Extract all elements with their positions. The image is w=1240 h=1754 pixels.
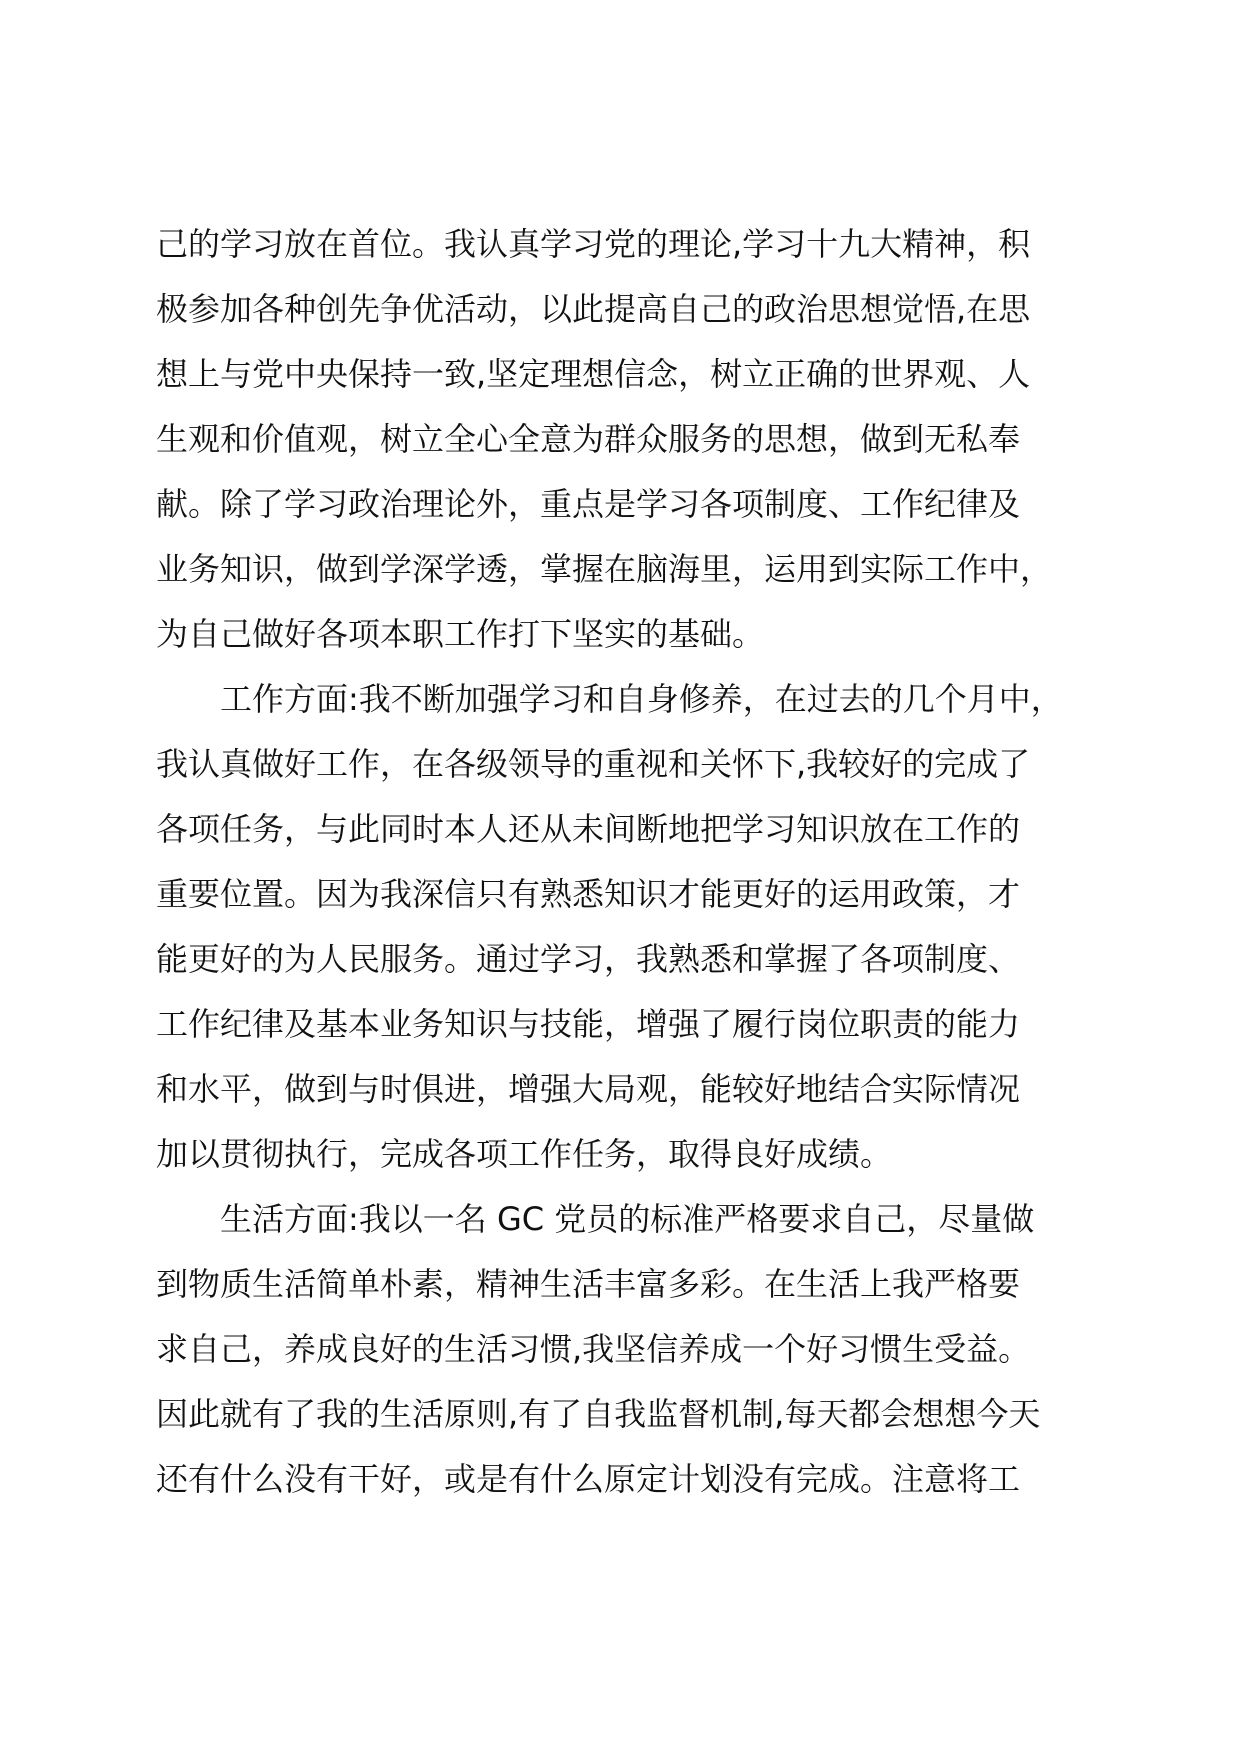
paragraph-life <box>156 1187 1122 1512</box>
text-line: 能更好的为人民服务。通过学习，我熟悉和掌握了各项制度、 <box>156 940 1021 978</box>
paragraph-work <box>156 667 1122 1187</box>
text-line: 业务知识，做到学深学透，掌握在脑海里，运用到实际工作中， <box>156 550 1053 588</box>
text-line: 想上与党中央保持一致,坚定理想信念，树立正确的世界观、人 <box>156 355 1031 393</box>
text-line: 因此就有了我的生活原则,有了自我监督机制,每天都会想想今天 <box>156 1395 1041 1433</box>
text-line: 献。除了学习政治理论外，重点是学习各项制度、工作纪律及 <box>156 485 1021 523</box>
paragraph-study <box>156 212 1122 667</box>
text-line: 到物质生活简单朴素，精神生活丰富多彩。在生活上我严格要 <box>156 1265 1021 1303</box>
text-line: 工作方面:我不断加强学习和自身修养，在过去的几个月中， <box>220 680 1063 718</box>
text-line: 生活方面:我以一名 GC 党员的标准严格要求自己，尽量做 <box>220 1200 1035 1238</box>
text-line: 极参加各种创先争优活动，以此提高自己的政治思想觉悟,在思 <box>156 290 1031 328</box>
text-line: 为自己做好各项本职工作打下坚实的基础。 <box>156 615 765 653</box>
text-line: 生观和价值观，树立全心全意为群众服务的思想，做到无私奉 <box>156 420 1021 458</box>
text-line: 还有什么没有干好，或是有什么原定计划没有完成。注意将工 <box>156 1460 1021 1498</box>
text-line: 工作纪律及基本业务知识与技能，增强了履行岗位职责的能力 <box>156 1005 1021 1043</box>
text-line: 求自己，养成良好的生活习惯,我坚信养成一个好习惯生受益。 <box>156 1330 1031 1368</box>
text-line: 重要位置。因为我深信只有熟悉知识才能更好的运用政策，才 <box>156 875 1021 913</box>
text-line: 各项任务，与此同时本人还从未间断地把学习知识放在工作的 <box>156 810 1021 848</box>
text-line: 和水平，做到与时俱进，增强大局观，能较好地结合实际情况 <box>156 1070 1021 1108</box>
text-line: 我认真做好工作，在各级领导的重视和关怀下,我较好的完成了 <box>156 745 1031 783</box>
text-line: 加以贯彻执行，完成各项工作任务，取得良好成绩。 <box>156 1135 893 1173</box>
text-line: 己的学习放在首位。我认真学习党的理论,学习十九大精神，积 <box>156 225 1031 263</box>
body-text <box>156 212 1122 1512</box>
